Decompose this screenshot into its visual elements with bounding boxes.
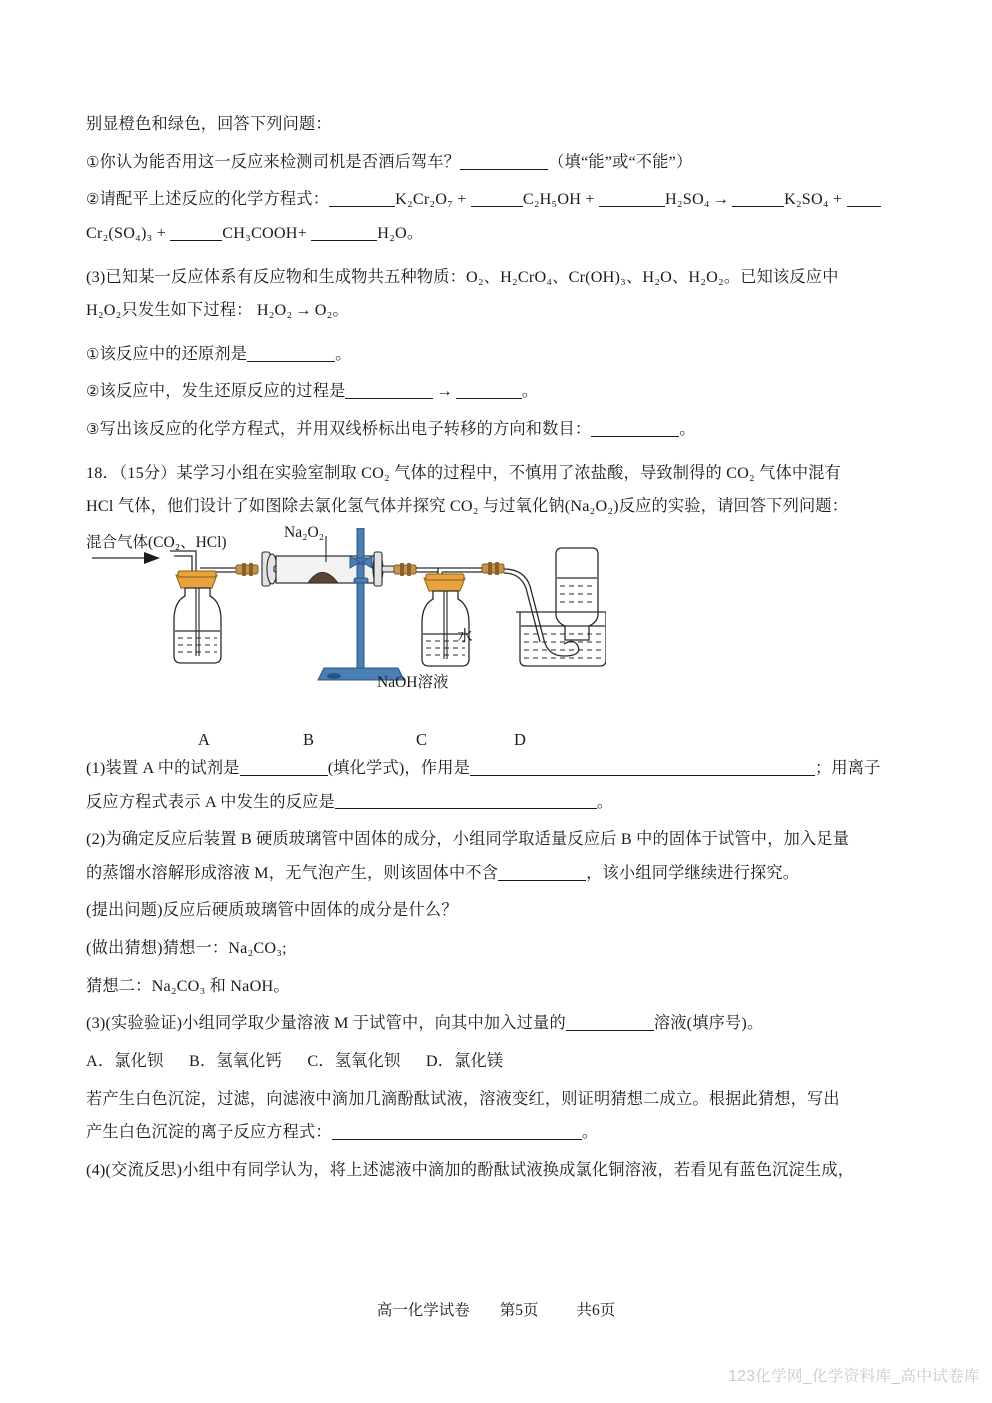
page-footer <box>0 1298 992 1320</box>
q18-p3-note1: 若产生白色沉淀，过滤，向滤液中滴加几滴酚酞试液，溶液变红，则证明猜想二成立。根据此猜想，写出 <box>86 1089 840 1108</box>
q17-item2-line1 <box>86 187 908 212</box>
footer-page-current: 第5页 <box>499 1302 539 1319</box>
q18-p3-note-line2 <box>86 1120 908 1145</box>
apparatus-figure <box>86 523 908 728</box>
q17-sub2-text: 该反应中，发生还原反应的过程是 <box>99 382 346 401</box>
q17-item3-mid: 只发生如下过程： <box>121 301 253 320</box>
q18-p1-text-a: 装置 A 中的试剂是 <box>105 758 240 777</box>
q18-p4-text: (交流反思)小组中有同学认为，将上述滤液中滴加的酚酞试液换成氯化铜溶液，若看见有蓝色沉淀生成， <box>105 1160 855 1179</box>
water-label: 水 <box>457 627 473 645</box>
sep-2: 、 <box>552 267 569 286</box>
reaction-arrow-3: → <box>436 382 453 401</box>
q18-p1-text-b: (填化学式)，作用是 <box>327 758 470 777</box>
q17-item1-hint: （填“能”或“不能”） <box>548 152 693 171</box>
q18-guess1 <box>86 936 908 961</box>
substance-croh3: Cr(OH)₃ <box>568 267 626 286</box>
station-labels-row <box>86 730 908 756</box>
opt-gap-2 <box>286 1052 303 1070</box>
q18-p1-line1 <box>86 756 908 781</box>
station-label-b: B <box>303 729 315 749</box>
q18-p3-text-b: 溶液(填序号)。 <box>653 1014 764 1033</box>
q18-p2-text2b: ，该小组同学继续进行探究。 <box>586 863 800 882</box>
opt-gap-1 <box>168 1052 185 1070</box>
q17-item1-marker: ① <box>86 152 100 171</box>
rubber-connector-1 <box>236 563 258 576</box>
q17-sub2 <box>86 379 908 404</box>
q18-p1-function-blank[interactable] <box>470 759 815 776</box>
q18-p1-text-c: ；用离子 <box>814 758 881 777</box>
q17-item1-answer-blank[interactable] <box>460 152 548 169</box>
q17-sub3-marker: ③ <box>86 420 100 438</box>
station-label-a: A <box>198 729 210 749</box>
q17-sub1-text: 该反应中的还原剂是 <box>99 344 248 363</box>
na2o2-label: Na₂O₂ <box>284 523 325 541</box>
q17-item2-line2 <box>86 221 908 246</box>
footer-exam-title: 高一化学试卷 <box>376 1302 470 1319</box>
q18-p2-text1: 为确定反应后装置 B 硬质玻璃管中固体的成分，小组同学取适量反应后 B 中的固体于试管中，加入足量 <box>105 830 850 849</box>
option-c-label: 氢氧化钡 <box>334 1051 401 1070</box>
q18-points: （15分） <box>118 463 177 482</box>
q17-item2-text: 请配平上述反应的化学方程式： <box>99 190 330 209</box>
option-b-key: B． <box>188 1051 217 1070</box>
period-3: 。 <box>335 344 352 363</box>
q18-p3-text-a: (实验验证)小组同学取少量溶液 M 于试管中，向其中加入过量的 <box>105 1014 566 1033</box>
gas-inlet-label: 混合气体(CO₂、HCl) <box>86 533 227 551</box>
period-6: 。 <box>596 792 614 811</box>
q18-stem-line1 <box>86 461 908 486</box>
guess1-formula: Na₂CO₃; <box>228 939 287 957</box>
q17-sub3-answer-blank[interactable] <box>591 420 679 437</box>
substance-h2o2: H₂O₂ <box>688 267 724 286</box>
q18-p3 <box>86 1011 908 1036</box>
q17-sub2-marker: ② <box>86 382 100 401</box>
sep-4: 、 <box>672 267 689 286</box>
q17-item1 <box>86 150 908 175</box>
washing-bottle-a <box>170 551 236 663</box>
option-a[interactable] <box>86 1052 163 1070</box>
q18-p4 <box>86 1158 908 1183</box>
q18-p3-option-blank[interactable] <box>566 1014 654 1031</box>
formula-cr2so43: Cr₂(SO₄)₃ <box>86 223 153 242</box>
coef-blank-7[interactable] <box>311 224 377 241</box>
station-label-d: D <box>514 729 526 749</box>
q18-p2-marker: (2) <box>86 830 106 849</box>
q17-intro-tail <box>86 112 908 137</box>
option-a-label: 氯化钡 <box>114 1051 164 1070</box>
option-d-label: 氯化镁 <box>454 1051 504 1070</box>
q18-stem-line2 <box>86 494 908 519</box>
q18-ask-text: (提出问题)反应后硬质玻璃管中固体的成分是什么？ <box>86 901 458 920</box>
q18-guess2-prefix: 猜想二： <box>86 976 152 995</box>
q18-stem-text2: HCl 气体，他们设计了如图除去氯化氢气体并探究 CO₂ 与过氧化钠(Na₂O₂)反应的实验，请回答下列问题： <box>86 497 849 516</box>
plus-1: + <box>453 190 471 209</box>
q18-guess-lead: (做出猜想)猜想一： <box>86 939 229 957</box>
q17-sub2-blank-to[interactable] <box>456 382 522 399</box>
q17-item2-marker: ② <box>86 190 100 209</box>
q18-p2-line1 <box>86 827 908 852</box>
q18-p1-ionic-eq-blank[interactable] <box>335 792 597 809</box>
hard-glass-tube-b <box>262 536 394 586</box>
q17-item1-text: 你认为能否用这一反应来检测司机是否酒后驾车？ <box>99 152 461 171</box>
q17-sub1 <box>86 342 908 367</box>
guess2-formula: Na₂CO₃ 和 NaOH。 <box>151 976 290 995</box>
option-d-key: D． <box>425 1051 455 1070</box>
q18-p3-note2a: 产生白色沉淀的离子反应方程式： <box>86 1123 332 1142</box>
coef-blank-2[interactable] <box>471 190 523 207</box>
plus-2: + <box>581 190 600 209</box>
q17-item3-marker: (3) <box>86 267 106 286</box>
iron-stand <box>318 528 404 680</box>
coef-blank-3[interactable] <box>599 190 665 207</box>
formula-h2so4: H₂SO₄ <box>665 190 710 209</box>
q18-p1-marker: (1) <box>86 758 106 777</box>
naoh-solution-label: NaOH溶液 <box>377 673 449 691</box>
period-4: 。 <box>521 382 539 401</box>
h2o2-subject: H₂O₂ <box>86 301 122 320</box>
formula-k2so4: K₂SO₄ <box>784 190 829 209</box>
q17-sub3 <box>86 417 908 442</box>
q18-number: 18． <box>86 463 119 482</box>
substance-h2o: H₂O <box>642 267 673 286</box>
footer-page-total: 共6页 <box>576 1302 616 1319</box>
option-d[interactable] <box>426 1052 503 1070</box>
page-content <box>86 112 908 1195</box>
q18-p2-line2 <box>86 861 908 886</box>
option-c[interactable] <box>307 1052 400 1070</box>
process-from: H₂O₂ <box>256 301 293 320</box>
q18-p1-reagent-blank[interactable] <box>240 759 328 776</box>
period-5: 。 <box>679 420 696 438</box>
q18-p3-precipitate-eq-blank[interactable] <box>332 1123 582 1140</box>
period-1: 。 <box>406 223 424 242</box>
q18-p2-text2a: 的蒸馏水溶解形成溶液 M，无气泡产生，则该固体中不含 <box>86 863 499 882</box>
q18-options-row <box>86 1049 908 1074</box>
sep-1: 、 <box>483 267 501 286</box>
plus-5: + <box>297 223 312 242</box>
q18-p3-marker: (3) <box>86 1014 106 1033</box>
coef-blank-1[interactable] <box>329 190 395 207</box>
site-watermark: 123化学网_化学资料库_高中试卷库 <box>728 1368 980 1385</box>
reaction-arrow-2: → <box>295 301 312 320</box>
option-b-label: 氢氧化钙 <box>216 1051 282 1070</box>
rubber-connector-3 <box>482 562 504 575</box>
substance-o2: O₂ <box>466 267 484 286</box>
q17-sub2-blank-from[interactable] <box>345 382 433 399</box>
q17-sub1-marker: ① <box>86 344 100 363</box>
formula-c2h5oh: C₂H₅OH <box>522 190 582 209</box>
sep-3: 、 <box>626 267 643 286</box>
plus-3: + <box>828 190 847 209</box>
q17-intro-tail-text: 别显橙色和绿色，回答下列问题： <box>86 115 332 133</box>
process-to: O₂ <box>314 301 333 320</box>
apparatus-diagram-svg <box>86 528 606 708</box>
q18-p4-marker: (4) <box>86 1160 106 1179</box>
coef-blank-6[interactable] <box>170 224 222 241</box>
formula-ch3cooh: CH₃COOH <box>222 223 298 242</box>
q17-sub3-text: 写出该反应的化学方程式，并用双线桥标出电子转移的方向和数目： <box>99 420 592 438</box>
rubber-connector-2 <box>394 563 416 576</box>
option-b[interactable] <box>189 1052 282 1070</box>
q17-item3-lead: 已知某一反应体系有反应物和生成物共五种物质： <box>105 267 467 286</box>
option-a-key: A． <box>86 1051 115 1070</box>
q17-item3-tail: 。已知该反应中 <box>723 267 839 286</box>
reaction-arrow-1: → <box>712 190 730 209</box>
coef-blank-4[interactable] <box>732 190 784 207</box>
substance-h2cro4: H₂CrO₄ <box>500 267 553 286</box>
q18-p3-note-line1 <box>86 1087 908 1112</box>
formula-h2o: H₂O <box>377 223 407 242</box>
q18-p2-absent-blank[interactable] <box>498 863 586 880</box>
formula-k2cr2o7: K₂Cr₂O₇ <box>395 190 453 209</box>
period-7: 。 <box>581 1123 599 1142</box>
q17-sub1-answer-blank[interactable] <box>247 344 335 361</box>
plus-4: + <box>152 223 171 242</box>
q18-p1-line2 <box>86 790 908 815</box>
q17-item3-line2 <box>86 298 908 323</box>
gas-inlet-arrow <box>92 552 160 564</box>
washing-bottle-c <box>422 568 469 666</box>
water-trough-d <box>516 548 606 666</box>
coef-blank-5[interactable] <box>847 190 881 207</box>
period-2: 。 <box>332 301 349 320</box>
q17-item3-line1 <box>86 265 908 290</box>
q18-p1-text-d: 反应方程式表示 A 中发生的反应是 <box>86 792 335 811</box>
station-label-c: C <box>416 729 428 749</box>
opt-gap-3 <box>405 1052 422 1070</box>
option-c-key: C． <box>307 1051 335 1070</box>
q18-guess2 <box>86 974 908 999</box>
q18-question-raised <box>86 898 908 923</box>
q18-stem-text1: 某学习小组在实验室制取 CO₂ 气体的过程中，不慎用了浓盐酸，导致制得的 CO₂ 气体中混有 <box>176 463 842 482</box>
